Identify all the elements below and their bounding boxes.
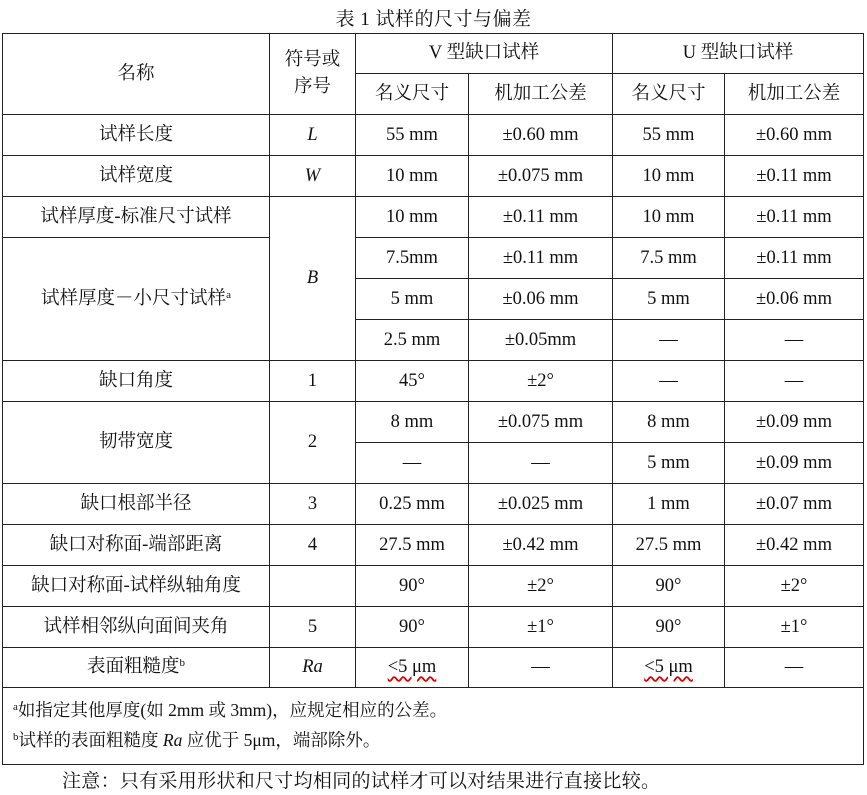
row-symbol: 3 <box>270 484 356 525</box>
v-tolerance: ±0.05mm <box>469 320 613 361</box>
row-name: 缺口根部半径 <box>3 484 270 525</box>
header-row <box>3 34 864 74</box>
row-name: 试样宽度 <box>3 156 270 197</box>
table-row <box>3 197 864 238</box>
v-nominal: 90° <box>356 607 469 648</box>
v-nominal: 10 mm <box>356 156 469 197</box>
u-tolerance: ±0.09 mm <box>725 443 864 484</box>
row-symbol: W <box>270 156 356 197</box>
u-tolerance: ±2° <box>725 566 864 607</box>
table-caption: 表 1 试样的尺寸与偏差 <box>335 9 532 30</box>
header-v-tolerance: 机加工公差 <box>469 74 613 115</box>
header-u-notch: U 型缺口试样 <box>613 34 864 74</box>
header-symbol: 符号或序号 <box>270 34 356 115</box>
row-symbol: L <box>270 115 356 156</box>
note-b-ra: Ra <box>162 730 183 750</box>
table-row <box>3 484 864 525</box>
row-symbol: 1 <box>270 361 356 402</box>
v-tolerance: ±0.11 mm <box>469 238 613 279</box>
v-tolerance: — <box>469 443 613 484</box>
table-row <box>3 566 864 607</box>
u-tolerance: ±0.07 mm <box>725 484 864 525</box>
u-tolerance: ±0.11 mm <box>725 156 864 197</box>
row-symbol: Ra <box>270 648 356 688</box>
table-row <box>3 115 864 156</box>
v-nominal <box>356 648 469 688</box>
row-symbol: 5 <box>270 607 356 648</box>
v-tolerance: — <box>469 648 613 688</box>
note-b <box>13 726 863 756</box>
v-nominal: 2.5 mm <box>356 320 469 361</box>
v-nominal: 45° <box>356 361 469 402</box>
u-nominal: 7.5 mm <box>613 238 725 279</box>
u-tolerance: — <box>725 320 864 361</box>
header-name: 名称 <box>3 34 270 115</box>
note-b-post: 应优于 5μm，端部除外。 <box>182 730 381 750</box>
v-nominal: 90° <box>356 566 469 607</box>
u-tolerance: ±0.06 mm <box>725 279 864 320</box>
row-name: 试样长度 <box>3 115 270 156</box>
row-name: 试样相邻纵向面间夹角 <box>3 607 270 648</box>
header-u-tolerance: 机加工公差 <box>725 74 864 115</box>
u-nominal: — <box>613 361 725 402</box>
row-name: 缺口角度 <box>3 361 270 402</box>
row-name <box>3 648 270 688</box>
row-symbol: B <box>270 197 356 361</box>
v-tolerance: ±0.60 mm <box>469 115 613 156</box>
table-row <box>3 361 864 402</box>
row-name: 缺口对称面-试样纵轴角度 <box>3 566 270 607</box>
u-nominal: 5 mm <box>613 443 725 484</box>
note-b-pre: 试样的表面粗糙度 <box>18 730 163 750</box>
note-a-marker: a <box>13 701 18 714</box>
header-v-nominal: 名义尺寸 <box>356 74 469 115</box>
u-nominal: 10 mm <box>613 197 725 238</box>
row-symbol: 4 <box>270 525 356 566</box>
v-tolerance: ±0.11 mm <box>469 197 613 238</box>
row-symbol <box>270 566 356 607</box>
u-nominal: 90° <box>613 566 725 607</box>
v-nominal: 10 mm <box>356 197 469 238</box>
row-name: 试样厚度-标准尺寸试样 <box>3 197 270 238</box>
row-name <box>3 238 270 361</box>
u-tolerance: ±0.11 mm <box>725 197 864 238</box>
row-symbol: 2 <box>270 402 356 484</box>
table-row <box>3 156 864 197</box>
v-tolerance: ±0.06 mm <box>469 279 613 320</box>
table-row <box>3 402 864 443</box>
v-tolerance: ±1° <box>469 607 613 648</box>
header-v-notch: V 型缺口试样 <box>356 34 613 74</box>
u-nominal: 90° <box>613 607 725 648</box>
comparison-note: 注意：只有采用形状和尺寸均相同的试样才可以对结果进行直接比较。 <box>62 771 661 792</box>
v-nominal: 0.25 mm <box>356 484 469 525</box>
table-notes <box>3 688 864 765</box>
u-tolerance: ±0.42 mm <box>725 525 864 566</box>
v-nominal-text: <5 μm <box>387 657 437 678</box>
note-a-text: 如指定其他厚度(如 2mm 或 3mm)，应规定相应的公差。 <box>17 700 448 721</box>
header-u-nominal: 名义尺寸 <box>613 74 725 115</box>
u-tolerance: ±0.60 mm <box>725 115 864 156</box>
note-a <box>13 696 863 726</box>
v-tolerance: ±2° <box>469 566 613 607</box>
u-tolerance: — <box>725 648 864 688</box>
u-tolerance: ±0.11 mm <box>725 238 864 279</box>
v-tolerance: ±0.025 mm <box>469 484 613 525</box>
u-nominal: 10 mm <box>613 156 725 197</box>
u-tolerance: — <box>725 361 864 402</box>
v-tolerance: ±0.075 mm <box>469 402 613 443</box>
table-row <box>3 525 864 566</box>
v-nominal: 7.5mm <box>356 238 469 279</box>
v-nominal: — <box>356 443 469 484</box>
table-row <box>3 238 864 279</box>
row-name-text: 表面粗糙度 <box>86 657 180 678</box>
specimen-dimension-table <box>2 33 864 765</box>
row-name: 缺口对称面-端部距离 <box>3 525 270 566</box>
u-nominal: — <box>613 320 725 361</box>
v-nominal: 5 mm <box>356 279 469 320</box>
u-nominal: 27.5 mm <box>613 525 725 566</box>
table-row <box>3 607 864 648</box>
v-tolerance: ±0.42 mm <box>469 525 613 566</box>
u-nominal: 5 mm <box>613 279 725 320</box>
u-nominal: 55 mm <box>613 115 725 156</box>
u-nominal: 1 mm <box>613 484 725 525</box>
table-row <box>3 648 864 688</box>
v-nominal: 8 mm <box>356 402 469 443</box>
u-nominal <box>613 648 725 688</box>
footnote-marker: b <box>179 657 185 670</box>
row-name-text: 试样厚度－小尺寸试样 <box>41 288 227 309</box>
notes-row <box>3 688 864 765</box>
footnote-marker: a <box>226 288 231 301</box>
v-nominal: 27.5 mm <box>356 525 469 566</box>
v-tolerance: ±0.075 mm <box>469 156 613 197</box>
u-tolerance: ±0.09 mm <box>725 402 864 443</box>
note-b-marker: b <box>13 731 19 743</box>
u-tolerance: ±1° <box>725 607 864 648</box>
u-nominal: 8 mm <box>613 402 725 443</box>
v-tolerance: ±2° <box>469 361 613 402</box>
row-name: 韧带宽度 <box>3 402 270 484</box>
u-nominal-text: <5 μm <box>644 657 693 678</box>
v-nominal: 55 mm <box>356 115 469 156</box>
